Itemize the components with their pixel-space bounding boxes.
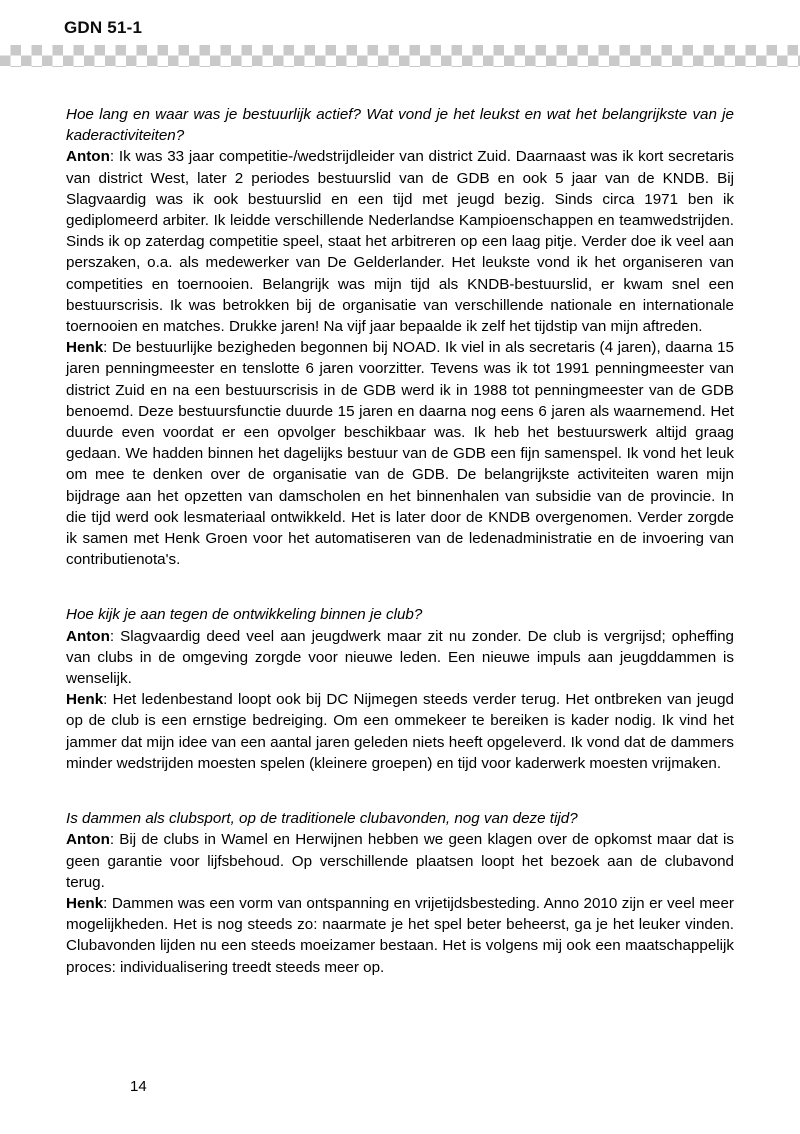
speaker-name: Anton <box>66 148 110 166</box>
interview-answer <box>66 146 734 337</box>
speaker-separator: : <box>103 339 112 357</box>
speaker-separator: : <box>103 691 113 709</box>
interview-question: Hoe lang en waar was je bestuurlijk actief? Wat vond je het leukst en wat het belangrijkste van je kaderactiviteiten? <box>66 106 734 145</box>
answer-text: Dammen was een vorm van ontspanning en vrijetijdsbesteding. Anno 2010 zijn er veel meer mogelijkheden. Het is nog steeds zo: naarmate je het spel beter beheerst, ga je het leuker vinden. Clubavonden lijden nu een steeds moeizamer bestaan. Het is volgens mij ook een maatschappelijk proces: individualisering treedt steeds meer op. <box>66 894 734 976</box>
speaker-name: Anton <box>66 627 110 645</box>
interview-answer <box>66 626 734 690</box>
qa-section <box>66 808 734 978</box>
speaker-separator: : <box>103 894 112 912</box>
interview-question: Is dammen als clubsport, op de traditionele clubavonden, nog van deze tijd? <box>66 810 578 828</box>
page-number: 14 <box>130 1078 147 1095</box>
interview-answer <box>66 893 734 978</box>
interview-answer <box>66 689 734 774</box>
qa-section <box>66 604 734 774</box>
answer-text: Het ledenbestand loopt ook bij DC Nijmegen steeds verder terug. Het ontbreken van jeugd op de club is een ernstige bedreiging. Om een ommekeer te bereiken is kader nodig. Ik vind het jammer dat mijn idee van een aantal jaren geleden niets heeft opgeleverd. Ik vond dat de dammers minder wedstrijden moesten spelen (kleinere groepen) en tijd voor kaderwerk moesten vrijmaken. <box>66 691 734 772</box>
speaker-name: Henk <box>66 691 104 709</box>
page-header <box>0 0 800 72</box>
document-body <box>66 104 734 978</box>
page-title: GDN 51-1 <box>64 18 143 37</box>
answer-text: Bij de clubs in Wamel en Herwijnen hebben we geen klagen over de opkomst maar dat is geen garantie voor lijfsbehoud. Op verschillende plaatsen loopt het bezoek aan de clubavond terug. <box>66 831 734 891</box>
speaker-separator: : <box>109 831 120 849</box>
checkerboard-rule-divider <box>0 45 800 67</box>
speaker-name: Anton <box>66 831 110 849</box>
qa-section <box>66 104 734 570</box>
speaker-name: Henk <box>66 339 104 357</box>
answer-text: De bestuurlijke bezigheden begonnen bij NOAD. Ik viel in als secretaris (4 jaren), daarna 15 jaren penningmeester en tenslotte 6 jaren voorzitter. Tevens was ik tot 1991 penningmeester van district Zuid en na een bestuurscrisis in de GDB werd ik in 1988 tot penningmeester van de GDB benoemd. Deze bestuursfunctie duurde 15 jaren en daarna nog eens 6 jaren als waarnemend. Het duurde even voordat er een opvolger beschikbaar was. Ik heb het bestuurswerk altijd graag gedaan. We hadden binnen het dagelijks bestuur van de GDB een fijn samenspel. Ik vond het leuk om mee te denken over de organisatie van de GDB. De belangrijkste activiteiten waren mijn bijdrage aan het opzetten van damscholen en het binnenhalen van subsidie van de provincie. In die tijd werd ook lesmateriaal ontwikkeld. Het is later door de KNDB overgenomen. Verder zorgde ik samen met Henk Groen voor het automatiseren van de ledenadministratie en de invoering van contributienota's. <box>66 339 734 569</box>
answer-text: Slagvaardig deed veel aan jeugdwerk maar zit nu zonder. De club is vergrijsd; opheffing van clubs in de omgeving zorgde voor nieuwe leden. Een nieuwe impuls aan jeugddammen is wenselijk. <box>66 627 734 688</box>
interview-answer <box>66 829 734 893</box>
speaker-name: Henk <box>66 894 104 912</box>
answer-text: Ik was 33 jaar competitie-/wedstrijdleider van district Zuid. Daarnaast was ik kort secretaris van district West, later 2 periodes bestuurslid van de GDB en ook 5 jaar van de KNDB. Bij Slagvaardig was ik ook bestuurslid en een tijd met jeugd bezig. Sinds circa 1971 ben ik gediplomeerd arbiter. Ik leidde verschillende Nederlandse Kampioenschappen en teamwedstrijden. Sinds ik op zaterdag competitie speel, staat het arbitreren op een laag pitje. Verder doe ik veel aan perszaken, o.a. als medewerker van De Gelderlander. Het leukste vond ik het organiseren van competities en toernooien. Belangrijk was mijn tijd als KNDB-bestuurslid, er kwam snel een bestuurscrisis. Ik was betrokken bij de organisatie van verschillende nationale en internationale toernooien en matches. Drukke jaren! Na vijf jaar bepaalde ik zelf het tijdstip van mijn aftreden. <box>66 148 734 336</box>
speaker-separator: : <box>109 627 121 645</box>
interview-question: Hoe kijk je aan tegen de ontwikkeling binnen je club? <box>66 606 423 624</box>
interview-answer <box>66 337 734 570</box>
speaker-separator: : <box>109 148 119 166</box>
